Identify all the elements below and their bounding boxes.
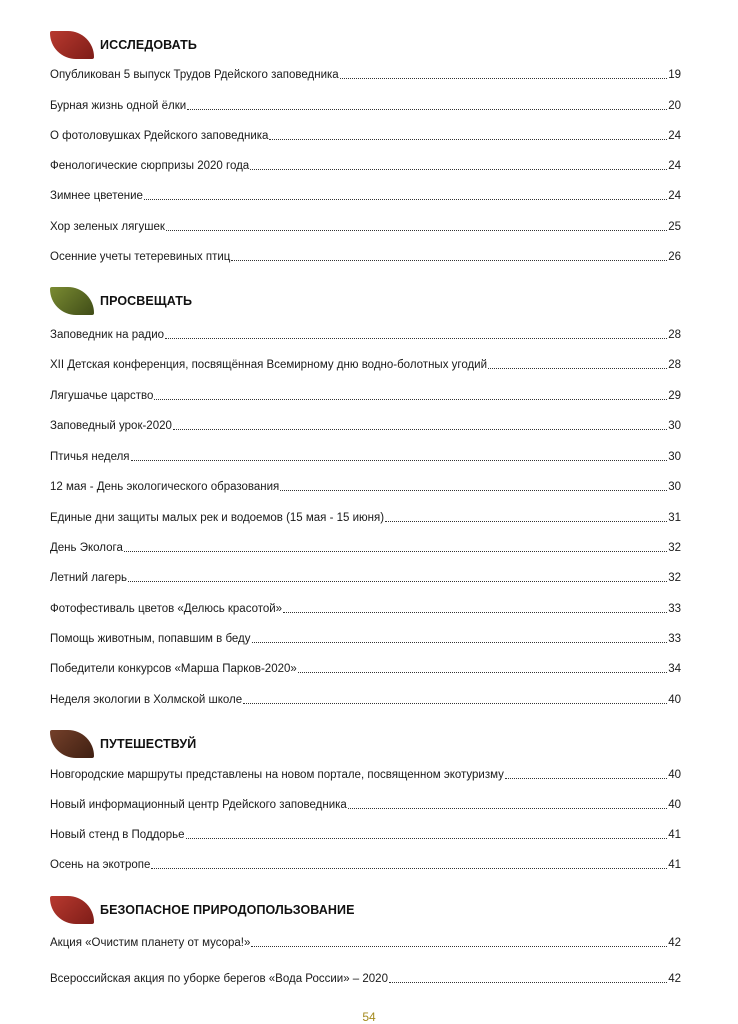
dot-leader xyxy=(243,703,667,704)
toc-entry-title: День Эколога xyxy=(50,542,123,554)
dot-leader xyxy=(231,260,667,261)
toc-entry[interactable] xyxy=(50,509,681,525)
page-number: 54 xyxy=(362,1010,376,1024)
toc-entry-page: 40 xyxy=(668,799,681,811)
dot-leader xyxy=(505,778,667,779)
toc-entry-title: Зимнее цветение xyxy=(50,190,143,202)
toc-entry-title: Новгородские маршруты представлены на новом портале, посвященном экотуризму xyxy=(50,769,504,781)
toc-entry[interactable] xyxy=(50,539,681,555)
dot-leader xyxy=(166,230,667,231)
toc-entry[interactable] xyxy=(50,448,681,464)
dot-leader xyxy=(173,429,667,430)
toc-entry[interactable] xyxy=(50,187,681,203)
toc-entry-page: 28 xyxy=(668,329,681,341)
toc-entry-title: Новый стенд в Поддорье xyxy=(50,829,185,841)
dot-leader xyxy=(269,139,667,140)
toc-entry-page: 33 xyxy=(668,633,681,645)
toc-entry[interactable] xyxy=(50,66,681,82)
dot-leader xyxy=(154,399,667,400)
section-title: ПУТЕШЕСТВУЙ xyxy=(100,737,197,751)
section-title: ПРОСВЕЩАТЬ xyxy=(100,294,193,308)
toc-entry-page: 30 xyxy=(668,481,681,493)
toc-entry[interactable] xyxy=(50,826,681,842)
toc-entry-title: Осенние учеты тетеревиных птиц xyxy=(50,251,231,263)
dot-leader xyxy=(488,368,667,369)
toc-entry-title: Заповедник на радио xyxy=(50,329,165,341)
dot-leader xyxy=(250,169,667,170)
toc-entry-page: 42 xyxy=(668,973,681,985)
toc-entry-page: 40 xyxy=(668,769,681,781)
toc-entry-title: Единые дни защиты малых рек и водоемов (15 мая - 15 июня) xyxy=(50,512,385,524)
dot-leader xyxy=(389,982,667,983)
toc-entry[interactable] xyxy=(50,356,681,372)
toc-entry-page: 41 xyxy=(668,829,681,841)
toc-entry-title: Хор зеленых лягушек xyxy=(50,221,165,233)
toc-entry-title: Осень на экотропе xyxy=(50,859,151,871)
toc-entry-page: 42 xyxy=(668,937,681,949)
dot-leader xyxy=(385,521,667,522)
toc-entry-title: Фотофестиваль цветов «Делюсь красотой» xyxy=(50,603,283,615)
toc-entry-page: 30 xyxy=(668,420,681,432)
green-leaf-icon xyxy=(50,287,94,315)
section-header-educate xyxy=(50,286,192,316)
dot-leader xyxy=(280,490,667,491)
toc-entry-title: Всероссийская акция по уборке берегов «Вода России» – 2020 xyxy=(50,973,388,985)
toc-entry-page: 30 xyxy=(668,451,681,463)
dot-leader xyxy=(283,612,667,613)
toc-entry-page: 34 xyxy=(668,663,681,675)
toc-entry-title: Летний лагерь xyxy=(50,572,128,584)
dot-leader xyxy=(128,581,667,582)
toc-entry-page: 24 xyxy=(668,190,681,202)
dot-leader xyxy=(252,642,668,643)
toc-entry[interactable] xyxy=(50,569,681,585)
toc-entry-title: Лягушачье царство xyxy=(50,390,154,402)
toc-entry[interactable] xyxy=(50,600,681,616)
toc-entry-page: 24 xyxy=(668,160,681,172)
toc-entry-page: 31 xyxy=(668,512,681,524)
toc-entry-page: 26 xyxy=(668,251,681,263)
dot-leader xyxy=(165,338,667,339)
dot-leader xyxy=(251,946,667,947)
toc-entry[interactable] xyxy=(50,630,681,646)
toc-entry-page: 40 xyxy=(668,694,681,706)
toc-entry-page: 24 xyxy=(668,130,681,142)
toc-entry[interactable] xyxy=(50,97,681,113)
toc-entry-page: 33 xyxy=(668,603,681,615)
toc-entry-title: Заповедный урок-2020 xyxy=(50,420,172,432)
toc-entry-page: 32 xyxy=(668,542,681,554)
toc-entry[interactable] xyxy=(50,934,681,950)
dot-leader xyxy=(144,199,667,200)
toc-entry-title: Бурная жизнь одной ёлки xyxy=(50,100,187,112)
toc-entry-page: 20 xyxy=(668,100,681,112)
toc-entry-title: Акция «Очистим планету от мусора!» xyxy=(50,937,251,949)
toc-entry[interactable] xyxy=(50,660,681,676)
red-leaf-icon xyxy=(50,896,94,924)
toc-entry[interactable] xyxy=(50,796,681,812)
toc-entry-title: Помощь животным, попавшим в беду xyxy=(50,633,251,645)
section-title: БЕЗОПАСНОЕ ПРИРОДОПОЛЬЗОВАНИЕ xyxy=(100,903,355,917)
toc-entry-title: О фотоловушках Рдейского заповедника xyxy=(50,130,269,142)
toc-entry[interactable] xyxy=(50,691,681,707)
toc-entry[interactable] xyxy=(50,766,681,782)
toc-entry-title: Птичья неделя xyxy=(50,451,130,463)
toc-entry-page: 28 xyxy=(668,359,681,371)
toc-entry-title: Опубликован 5 выпуск Трудов Рдейского заповедника xyxy=(50,69,339,81)
toc-entry[interactable] xyxy=(50,326,681,342)
toc-entry-page: 19 xyxy=(668,69,681,81)
dot-leader xyxy=(186,838,668,839)
toc-entry[interactable] xyxy=(50,478,681,494)
toc-entry-title: 12 мая - День экологического образования xyxy=(50,481,280,493)
brown-leaf-icon xyxy=(50,730,94,758)
section-header-research xyxy=(50,30,197,60)
dot-leader xyxy=(187,109,667,110)
toc-entry[interactable] xyxy=(50,970,681,986)
toc-entry-page: 41 xyxy=(668,859,681,871)
toc-entry[interactable] xyxy=(50,218,681,234)
toc-entry-page: 29 xyxy=(668,390,681,402)
section-header-travel xyxy=(50,729,196,759)
toc-entry[interactable] xyxy=(50,387,681,403)
dot-leader xyxy=(151,868,667,869)
toc-entry[interactable] xyxy=(50,127,681,143)
dot-leader xyxy=(348,808,667,809)
section-title: ИССЛЕДОВАТЬ xyxy=(100,38,197,52)
toc-entry[interactable] xyxy=(50,157,681,173)
toc-entry[interactable] xyxy=(50,417,681,433)
dot-leader xyxy=(124,551,667,552)
section-header-safe-nature-use xyxy=(50,895,355,925)
toc-entry-title: Новый информационный центр Рдейского заповедника xyxy=(50,799,347,811)
toc-entry-title: XII Детская конференция, посвящённая Всемирному дню водно-болотных угодий xyxy=(50,359,488,371)
toc-entry[interactable] xyxy=(50,248,681,264)
dot-leader xyxy=(340,78,668,79)
toc-entry-title: Победители конкурсов «Марша Парков-2020» xyxy=(50,663,297,675)
toc-entry-page: 25 xyxy=(668,221,681,233)
toc-entry[interactable] xyxy=(50,856,681,872)
dot-leader xyxy=(298,672,667,673)
toc-entry-page: 32 xyxy=(668,572,681,584)
toc-entry-title: Неделя экологии в Холмской школе xyxy=(50,694,243,706)
toc-entry-title: Фенологические сюрпризы 2020 года xyxy=(50,160,250,172)
dot-leader xyxy=(131,460,668,461)
red-leaf-icon xyxy=(50,31,94,59)
